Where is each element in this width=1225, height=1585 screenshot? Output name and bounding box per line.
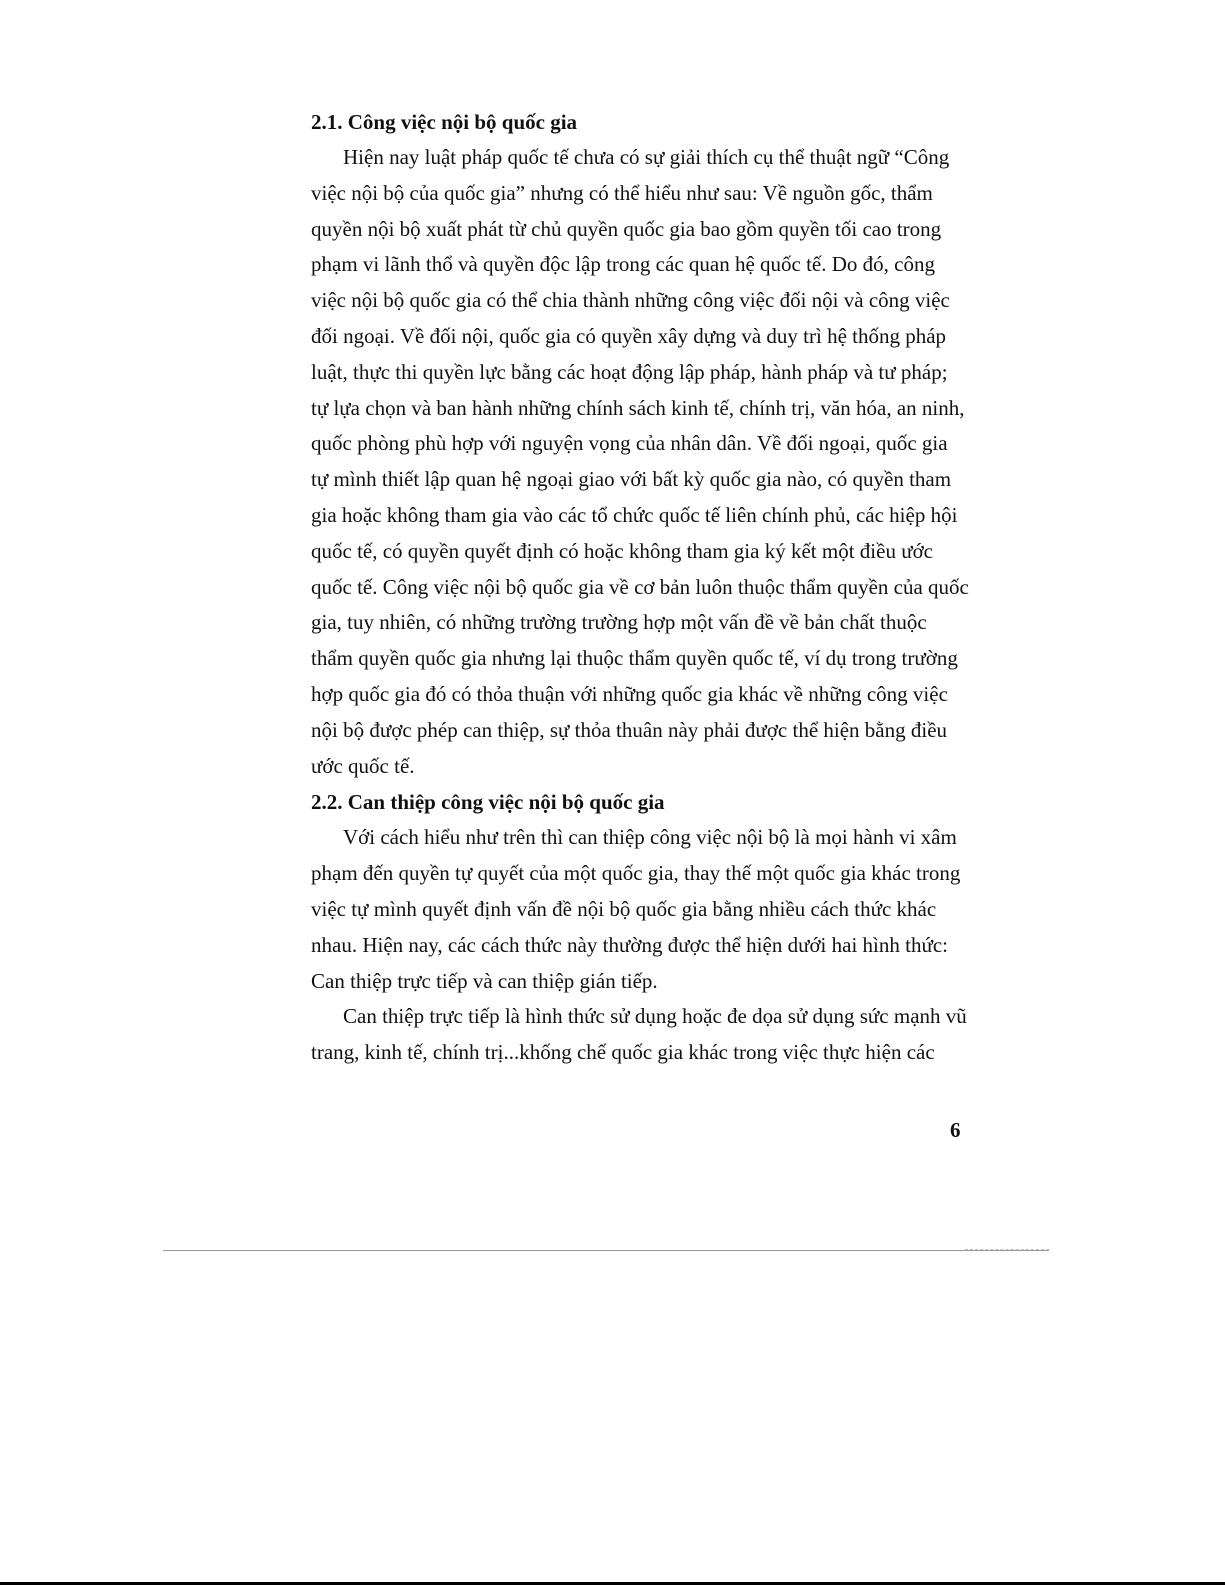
paragraph-line: việc nội bộ quốc gia có thể chia thành những công việc đối nội và công việc <box>311 288 950 313</box>
paragraph-line: gia, tuy nhiên, có những trường trường hợp một vấn đề về bản chất thuộc <box>311 610 927 635</box>
paragraph-line: việc tự mình quyết định vấn đề nội bộ quốc gia bằng nhiều cách thức khác <box>311 896 937 921</box>
paragraph-line: gia hoặc không tham gia vào các tổ chức quốc tế liên chính phủ, các hiệp hội <box>311 502 958 527</box>
paragraph-line: nhau. Hiện nay, các cách thức này thường được thể hiện dưới hai hình thức: <box>311 932 949 957</box>
paragraph-line: nội bộ được phép can thiệp, sự thỏa thuân này phải được thể hiện bằng điều <box>311 717 948 742</box>
paragraph <box>311 820 971 999</box>
paragraph-line: Hiện nay luật pháp quốc tế chưa có sự giải thích cụ thể thuật ngữ “Công <box>343 145 950 169</box>
paragraph-line: đối ngoại. Về đối nội, quốc gia có quyền xây dựng và duy trì hệ thống pháp <box>311 323 947 348</box>
paragraph-line: quốc tế, có quyền quyết định có hoặc không tham gia ký kết một điều ước <box>311 538 934 563</box>
paragraph-line: quốc phòng phù hợp với nguyện vọng của nhân dân. Về đối ngoại, quốc gia <box>311 431 948 456</box>
paragraph-line: phạm vi lãnh thổ và quyền độc lập trong các quan hệ quốc tế. Do đó, công <box>311 252 935 277</box>
paragraph-line: hợp quốc gia đó có thỏa thuận với những quốc gia khác về những công việc <box>311 681 948 706</box>
paragraph-line: tự mình thiết lập quan hệ ngoại giao với bất kỳ quốc gia nào, có quyền tham <box>311 467 952 492</box>
paragraph-line: ước quốc tế. <box>311 753 415 778</box>
paragraph-line: trang, kinh tế, chính trị...khống chế quốc gia khác trong việc thực hiện các <box>311 1040 935 1065</box>
paragraph-line: Với cách hiểu như trên thì can thiệp công việc nội bộ là mọi hành vi xâm <box>343 825 957 850</box>
section-heading: 2.1. Công việc nội bộ quốc gia <box>311 110 578 134</box>
document-body <box>311 104 971 1071</box>
paragraph-line: tự lựa chọn và ban hành những chính sách kinh tế, chính trị, văn hóa, an ninh, <box>311 395 965 420</box>
paragraph-line: luật, thực thi quyền lực bằng các hoạt động lập pháp, hành pháp và tư pháp; <box>311 359 948 384</box>
paragraph-line: Can thiệp trực tiếp là hình thức sử dụng hoặc đe dọa sử dụng sức mạnh vũ <box>343 1004 967 1029</box>
paragraph-line: thẩm quyền quốc gia nhưng lại thuộc thẩm quyền quốc tế, ví dụ trong trường <box>311 646 958 671</box>
paragraph-line: phạm đến quyền tự quyết của một quốc gia, thay thế một quốc gia khác trong <box>311 861 961 886</box>
page-number: 6 <box>950 1118 961 1142</box>
paragraph <box>311 999 971 1071</box>
paragraph-line: Can thiệp trực tiếp và can thiệp gián tiếp. <box>311 968 658 993</box>
paragraph-line: việc nội bộ của quốc gia” nhưng có thể hiểu như sau: Về nguồn gốc, thẩm <box>311 180 933 205</box>
page-separator <box>163 1250 1049 1251</box>
section-heading: 2.2. Can thiệp công việc nội bộ quốc gia <box>311 790 665 815</box>
paragraph-line: quốc tế. Công việc nội bộ quốc gia về cơ bản luôn thuộc thẩm quyền của quốc <box>311 574 969 599</box>
page-separator-tail <box>965 1249 1049 1250</box>
paragraph-line: quyền nội bộ xuất phát từ chủ quyền quốc gia bao gồm quyền tối cao trong <box>311 216 942 241</box>
paragraph <box>311 140 971 784</box>
